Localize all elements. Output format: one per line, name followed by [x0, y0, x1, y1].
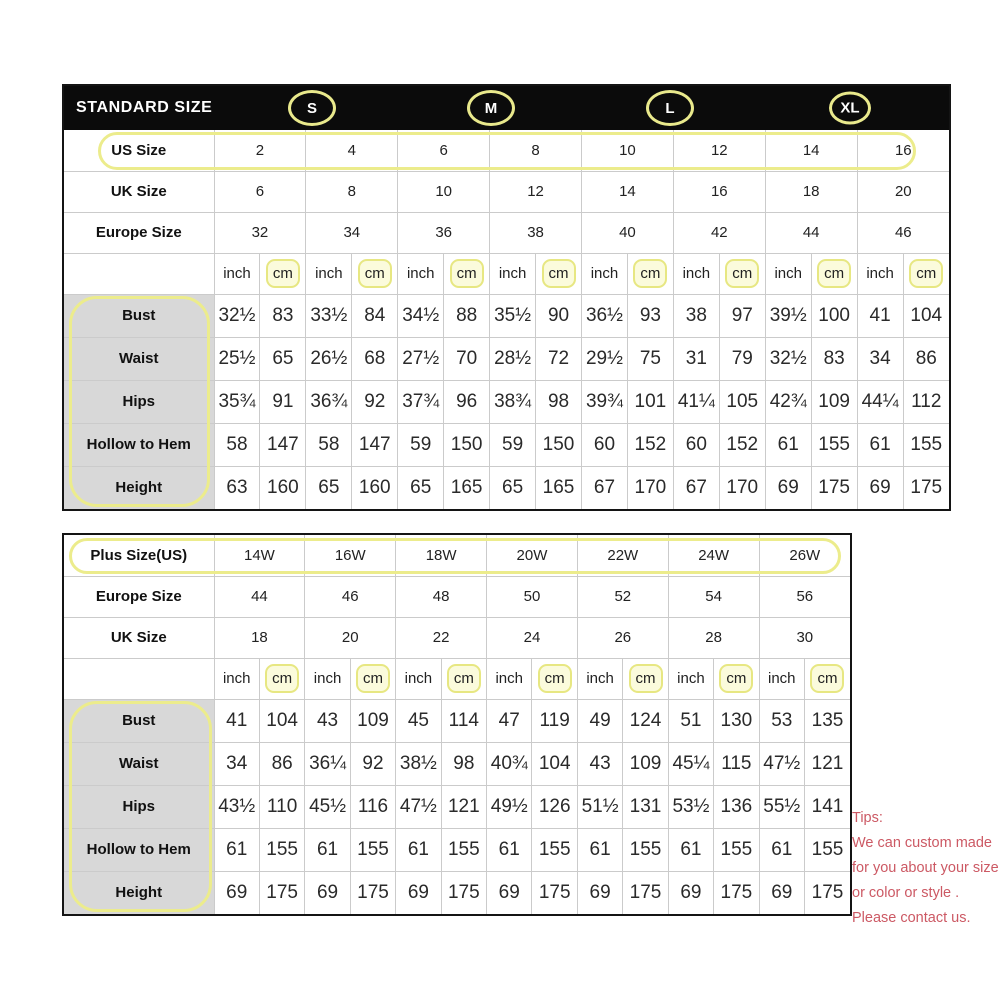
- measure-value-cell: 175: [714, 871, 759, 914]
- size-value-cell: 44: [214, 576, 305, 617]
- measure-value-cell: 110: [259, 785, 304, 828]
- plus-size-grid: [64, 535, 850, 914]
- measure-value-cell: 84: [352, 294, 398, 337]
- measure-value-cell: 58: [306, 423, 352, 466]
- measure-value-cell: 31: [673, 337, 719, 380]
- measure-value-cell: 65: [398, 466, 444, 509]
- measure-value-cell: 155: [811, 423, 857, 466]
- custom-tips: [852, 806, 1000, 931]
- size-value-cell: 26: [577, 617, 668, 658]
- size-value-cell: 16W: [305, 535, 396, 576]
- size-value-cell: 20: [305, 617, 396, 658]
- measure-value-cell: 119: [532, 699, 577, 742]
- size-value-cell: 14: [582, 171, 674, 212]
- measure-value-cell: 90: [536, 294, 582, 337]
- unit-cm-cell: [352, 253, 398, 294]
- measure-value-cell: 175: [804, 871, 850, 914]
- measure-value-cell: 44¼: [857, 380, 903, 423]
- size-value-cell: 16: [673, 171, 765, 212]
- tips-line-4: Please contact us.: [852, 910, 971, 926]
- measure-value-cell: 65: [306, 466, 352, 509]
- measure-value-cell: 41¼: [673, 380, 719, 423]
- measure-row: [64, 294, 949, 337]
- unit-cm-cell: [623, 658, 668, 699]
- size-oval-l: [646, 90, 694, 126]
- measure-value-cell: 141: [804, 785, 850, 828]
- unit-inch-cell: inch: [765, 253, 811, 294]
- size-value-cell: 10: [582, 130, 674, 171]
- unit-cm-cell: [811, 253, 857, 294]
- cm-highlight-badge: cm: [538, 664, 572, 693]
- unit-cm-cell: [260, 253, 306, 294]
- size-value-cell: 18: [765, 171, 857, 212]
- measure-value-cell: 53: [759, 699, 804, 742]
- measure-value-cell: 114: [441, 699, 486, 742]
- size-header-row: [64, 130, 949, 171]
- measure-value-cell: 115: [714, 742, 759, 785]
- tips-line-3: or color or style .: [852, 885, 960, 901]
- size-value-cell: 52: [577, 576, 668, 617]
- cm-highlight-badge: cm: [265, 664, 299, 693]
- measure-value-cell: 131: [623, 785, 668, 828]
- size-value-cell: 46: [305, 576, 396, 617]
- measure-value-cell: 152: [627, 423, 673, 466]
- size-row-label: US Size: [64, 130, 214, 171]
- measure-value-cell: 35¾: [214, 380, 260, 423]
- measure-value-cell: 121: [804, 742, 850, 785]
- measure-value-cell: 61: [305, 828, 350, 871]
- measure-value-cell: 32½: [765, 337, 811, 380]
- measure-value-cell: 83: [811, 337, 857, 380]
- measure-value-cell: 69: [668, 871, 713, 914]
- measure-row-label: Height: [64, 871, 214, 914]
- size-row-label: Europe Size: [64, 576, 214, 617]
- measure-value-cell: 170: [719, 466, 765, 509]
- measure-value-cell: 49½: [487, 785, 532, 828]
- size-value-cell: 18: [214, 617, 305, 658]
- measure-value-cell: 27½: [398, 337, 444, 380]
- unit-inch-cell: inch: [582, 253, 628, 294]
- size-value-cell: 12: [673, 130, 765, 171]
- measure-row-label: Bust: [64, 699, 214, 742]
- size-value-cell: 56: [759, 576, 850, 617]
- measure-value-cell: 147: [260, 423, 306, 466]
- measure-value-cell: 61: [396, 828, 441, 871]
- measure-value-cell: 61: [857, 423, 903, 466]
- size-header-row: [64, 171, 949, 212]
- size-header-row: [64, 212, 949, 253]
- measure-row-label: Hollow to Hem: [64, 828, 214, 871]
- measure-row-label: Hips: [64, 380, 214, 423]
- measure-value-cell: 25½: [214, 337, 260, 380]
- size-value-cell: 4: [306, 130, 398, 171]
- measure-value-cell: 175: [623, 871, 668, 914]
- measure-value-cell: 147: [352, 423, 398, 466]
- measure-value-cell: 75: [627, 337, 673, 380]
- cm-highlight-badge: cm: [633, 259, 667, 288]
- tips-title: Tips:: [852, 810, 883, 826]
- measure-value-cell: 175: [532, 871, 577, 914]
- size-oval-xl-label: XL: [840, 99, 860, 117]
- measure-value-cell: 60: [673, 423, 719, 466]
- size-value-cell: 26W: [759, 535, 850, 576]
- size-value-cell: 10: [398, 171, 490, 212]
- measure-value-cell: 28½: [490, 337, 536, 380]
- size-value-cell: 22: [396, 617, 487, 658]
- unit-inch-cell: inch: [487, 658, 532, 699]
- measure-value-cell: 65: [260, 337, 306, 380]
- measure-value-cell: 34½: [398, 294, 444, 337]
- measure-value-cell: 45: [396, 699, 441, 742]
- measure-value-cell: 60: [582, 423, 628, 466]
- measure-value-cell: 124: [623, 699, 668, 742]
- unit-inch-cell: inch: [398, 253, 444, 294]
- measure-value-cell: 109: [350, 699, 395, 742]
- unit-row: [64, 658, 850, 699]
- unit-cm-cell: [719, 253, 765, 294]
- standard-size-title: STANDARD SIZE: [76, 99, 213, 116]
- measure-value-cell: 152: [719, 423, 765, 466]
- measure-value-cell: 150: [444, 423, 490, 466]
- measure-value-cell: 155: [350, 828, 395, 871]
- measure-value-cell: 36¾: [306, 380, 352, 423]
- measure-value-cell: 112: [903, 380, 949, 423]
- measure-value-cell: 160: [352, 466, 398, 509]
- measure-row-label: Hollow to Hem: [64, 423, 214, 466]
- size-value-cell: 24: [487, 617, 578, 658]
- size-value-cell: 40: [582, 212, 674, 253]
- measure-value-cell: 61: [214, 828, 259, 871]
- measure-value-cell: 91: [260, 380, 306, 423]
- standard-size-table: [62, 84, 951, 511]
- size-header-row: [64, 535, 850, 576]
- unit-inch-cell: inch: [759, 658, 804, 699]
- measure-value-cell: 86: [903, 337, 949, 380]
- measure-value-cell: 155: [804, 828, 850, 871]
- measure-value-cell: 47: [487, 699, 532, 742]
- size-value-cell: 22W: [577, 535, 668, 576]
- measure-value-cell: 69: [759, 871, 804, 914]
- measure-value-cell: 41: [214, 699, 259, 742]
- measure-value-cell: 175: [811, 466, 857, 509]
- measure-value-cell: 136: [714, 785, 759, 828]
- measure-row-label: Waist: [64, 337, 214, 380]
- measure-value-cell: 155: [903, 423, 949, 466]
- measure-value-cell: 155: [532, 828, 577, 871]
- unit-row: [64, 253, 949, 294]
- measure-value-cell: 83: [260, 294, 306, 337]
- measure-value-cell: 69: [577, 871, 622, 914]
- measure-value-cell: 39¾: [582, 380, 628, 423]
- unit-row-label: [64, 253, 214, 294]
- measure-value-cell: 49: [577, 699, 622, 742]
- unit-cm-cell: [350, 658, 395, 699]
- size-value-cell: 12: [490, 171, 582, 212]
- size-value-cell: 42: [673, 212, 765, 253]
- measure-value-cell: 104: [532, 742, 577, 785]
- measure-value-cell: 100: [811, 294, 857, 337]
- measure-value-cell: 175: [259, 871, 304, 914]
- measure-value-cell: 130: [714, 699, 759, 742]
- measure-value-cell: 34: [857, 337, 903, 380]
- measure-row-label: Hips: [64, 785, 214, 828]
- measure-value-cell: 175: [350, 871, 395, 914]
- measure-value-cell: 61: [487, 828, 532, 871]
- size-value-cell: 6: [214, 171, 306, 212]
- unit-inch-cell: inch: [857, 253, 903, 294]
- size-header-row: [64, 576, 850, 617]
- measure-value-cell: 68: [352, 337, 398, 380]
- measure-value-cell: 59: [398, 423, 444, 466]
- size-value-cell: 8: [490, 130, 582, 171]
- unit-cm-cell: [441, 658, 486, 699]
- cm-highlight-badge: cm: [358, 259, 392, 288]
- size-oval-xl: [829, 92, 871, 125]
- measure-value-cell: 45½: [305, 785, 350, 828]
- size-value-cell: 24W: [668, 535, 759, 576]
- measure-value-cell: 165: [536, 466, 582, 509]
- measure-value-cell: 51: [668, 699, 713, 742]
- size-value-cell: 46: [857, 212, 949, 253]
- measure-value-cell: 160: [260, 466, 306, 509]
- measure-value-cell: 86: [259, 742, 304, 785]
- cm-highlight-badge: cm: [447, 664, 481, 693]
- size-value-cell: 14: [765, 130, 857, 171]
- measure-value-cell: 37¾: [398, 380, 444, 423]
- measure-value-cell: 104: [259, 699, 304, 742]
- measure-value-cell: 92: [352, 380, 398, 423]
- size-value-cell: 54: [668, 576, 759, 617]
- measure-value-cell: 39½: [765, 294, 811, 337]
- measure-value-cell: 126: [532, 785, 577, 828]
- measure-value-cell: 38¾: [490, 380, 536, 423]
- measure-value-cell: 38: [673, 294, 719, 337]
- size-row-label: UK Size: [64, 171, 214, 212]
- unit-cm-cell: [536, 253, 582, 294]
- measure-value-cell: 59: [490, 423, 536, 466]
- measure-value-cell: 150: [536, 423, 582, 466]
- unit-cm-cell: [532, 658, 577, 699]
- size-value-cell: 44: [765, 212, 857, 253]
- cm-highlight-badge: cm: [266, 259, 300, 288]
- measure-value-cell: 34: [214, 742, 259, 785]
- measure-value-cell: 165: [444, 466, 490, 509]
- measure-value-cell: 61: [668, 828, 713, 871]
- measure-value-cell: 38½: [396, 742, 441, 785]
- size-value-cell: 34: [306, 212, 398, 253]
- unit-cm-cell: [627, 253, 673, 294]
- measure-value-cell: 70: [444, 337, 490, 380]
- measure-value-cell: 51½: [577, 785, 622, 828]
- size-oval-s: [288, 90, 336, 126]
- unit-inch-cell: inch: [673, 253, 719, 294]
- measure-row: [64, 742, 850, 785]
- measure-value-cell: 42¾: [765, 380, 811, 423]
- measure-value-cell: 155: [259, 828, 304, 871]
- measure-value-cell: 69: [305, 871, 350, 914]
- measure-value-cell: 155: [623, 828, 668, 871]
- measure-value-cell: 47½: [759, 742, 804, 785]
- measure-value-cell: 98: [536, 380, 582, 423]
- measure-value-cell: 35½: [490, 294, 536, 337]
- measure-value-cell: 109: [623, 742, 668, 785]
- size-value-cell: 14W: [214, 535, 305, 576]
- measure-value-cell: 61: [765, 423, 811, 466]
- unit-inch-cell: inch: [396, 658, 441, 699]
- unit-cm-cell: [259, 658, 304, 699]
- measure-value-cell: 69: [857, 466, 903, 509]
- measure-value-cell: 69: [487, 871, 532, 914]
- measure-value-cell: 41: [857, 294, 903, 337]
- size-value-cell: 30: [759, 617, 850, 658]
- measure-row: [64, 380, 949, 423]
- measure-value-cell: 155: [441, 828, 486, 871]
- measure-value-cell: 36½: [582, 294, 628, 337]
- measure-value-cell: 45¼: [668, 742, 713, 785]
- cm-highlight-badge: cm: [909, 259, 943, 288]
- measure-value-cell: 101: [627, 380, 673, 423]
- measure-row: [64, 466, 949, 509]
- cm-highlight-badge: cm: [719, 664, 753, 693]
- measure-row: [64, 423, 949, 466]
- size-value-cell: 20W: [487, 535, 578, 576]
- size-oval-s-label: S: [306, 99, 317, 117]
- size-row-label: Plus Size(US): [64, 535, 214, 576]
- unit-inch-cell: inch: [306, 253, 352, 294]
- measure-row: [64, 785, 850, 828]
- measure-value-cell: 116: [350, 785, 395, 828]
- size-oval-m-label: M: [484, 99, 498, 117]
- measure-row: [64, 337, 949, 380]
- standard-size-header: [64, 86, 949, 130]
- measure-value-cell: 36¼: [305, 742, 350, 785]
- measure-value-cell: 63: [214, 466, 260, 509]
- cm-highlight-badge: cm: [450, 259, 484, 288]
- unit-cm-cell: [903, 253, 949, 294]
- measure-value-cell: 135: [804, 699, 850, 742]
- measure-value-cell: 104: [903, 294, 949, 337]
- measure-row: [64, 699, 850, 742]
- cm-highlight-badge: cm: [356, 664, 390, 693]
- unit-cm-cell: [714, 658, 759, 699]
- unit-row-label: [64, 658, 214, 699]
- measure-row-label: Bust: [64, 294, 214, 337]
- measure-value-cell: 93: [627, 294, 673, 337]
- measure-value-cell: 121: [441, 785, 486, 828]
- size-row-label: UK Size: [64, 617, 214, 658]
- measure-value-cell: 47½: [396, 785, 441, 828]
- measure-value-cell: 105: [719, 380, 765, 423]
- measure-value-cell: 40¾: [487, 742, 532, 785]
- unit-inch-cell: inch: [214, 253, 260, 294]
- standard-size-grid: [64, 130, 949, 509]
- measure-value-cell: 97: [719, 294, 765, 337]
- cm-highlight-badge: cm: [629, 664, 663, 693]
- measure-value-cell: 69: [765, 466, 811, 509]
- measure-value-cell: 67: [673, 466, 719, 509]
- measure-value-cell: 96: [444, 380, 490, 423]
- measure-value-cell: 43½: [214, 785, 259, 828]
- size-oval-l-label: L: [665, 99, 675, 117]
- size-row-label: Europe Size: [64, 212, 214, 253]
- size-value-cell: 38: [490, 212, 582, 253]
- measure-value-cell: 33½: [306, 294, 352, 337]
- size-value-cell: 18W: [396, 535, 487, 576]
- unit-cm-cell: [444, 253, 490, 294]
- measure-value-cell: 98: [441, 742, 486, 785]
- cm-highlight-badge: cm: [725, 259, 759, 288]
- size-value-cell: 16: [857, 130, 949, 171]
- size-oval-m: [467, 90, 515, 126]
- measure-value-cell: 175: [441, 871, 486, 914]
- measure-value-cell: 32½: [214, 294, 260, 337]
- measure-value-cell: 26½: [306, 337, 352, 380]
- measure-value-cell: 55½: [759, 785, 804, 828]
- cm-highlight-badge: cm: [542, 259, 576, 288]
- measure-value-cell: 69: [214, 871, 259, 914]
- unit-cm-cell: [804, 658, 850, 699]
- cm-highlight-badge: cm: [817, 259, 851, 288]
- unit-inch-cell: inch: [577, 658, 622, 699]
- measure-value-cell: 65: [490, 466, 536, 509]
- measure-row-label: Waist: [64, 742, 214, 785]
- size-value-cell: 50: [487, 576, 578, 617]
- size-value-cell: 8: [306, 171, 398, 212]
- measure-value-cell: 53½: [668, 785, 713, 828]
- size-header-row: [64, 617, 850, 658]
- measure-value-cell: 175: [903, 466, 949, 509]
- measure-row: [64, 828, 850, 871]
- measure-value-cell: 155: [714, 828, 759, 871]
- size-value-cell: 6: [398, 130, 490, 171]
- measure-value-cell: 58: [214, 423, 260, 466]
- measure-value-cell: 61: [759, 828, 804, 871]
- unit-inch-cell: inch: [305, 658, 350, 699]
- measure-value-cell: 79: [719, 337, 765, 380]
- unit-inch-cell: inch: [214, 658, 259, 699]
- measure-value-cell: 109: [811, 380, 857, 423]
- tips-line-1: We can custom made: [852, 835, 992, 851]
- measure-value-cell: 43: [577, 742, 622, 785]
- cm-highlight-badge: cm: [810, 664, 844, 693]
- measure-value-cell: 69: [396, 871, 441, 914]
- measure-value-cell: 170: [627, 466, 673, 509]
- measure-value-cell: 61: [577, 828, 622, 871]
- measure-value-cell: 88: [444, 294, 490, 337]
- measure-value-cell: 72: [536, 337, 582, 380]
- tips-line-2: for you about your size: [852, 860, 999, 876]
- size-value-cell: 2: [214, 130, 306, 171]
- measure-value-cell: 43: [305, 699, 350, 742]
- measure-value-cell: 29½: [582, 337, 628, 380]
- measure-value-cell: 67: [582, 466, 628, 509]
- unit-inch-cell: inch: [490, 253, 536, 294]
- measure-row-label: Height: [64, 466, 214, 509]
- measure-row: [64, 871, 850, 914]
- size-value-cell: 32: [214, 212, 306, 253]
- plus-size-table: [62, 533, 852, 916]
- measure-value-cell: 92: [350, 742, 395, 785]
- unit-inch-cell: inch: [668, 658, 713, 699]
- size-value-cell: 48: [396, 576, 487, 617]
- size-value-cell: 36: [398, 212, 490, 253]
- size-value-cell: 20: [857, 171, 949, 212]
- size-value-cell: 28: [668, 617, 759, 658]
